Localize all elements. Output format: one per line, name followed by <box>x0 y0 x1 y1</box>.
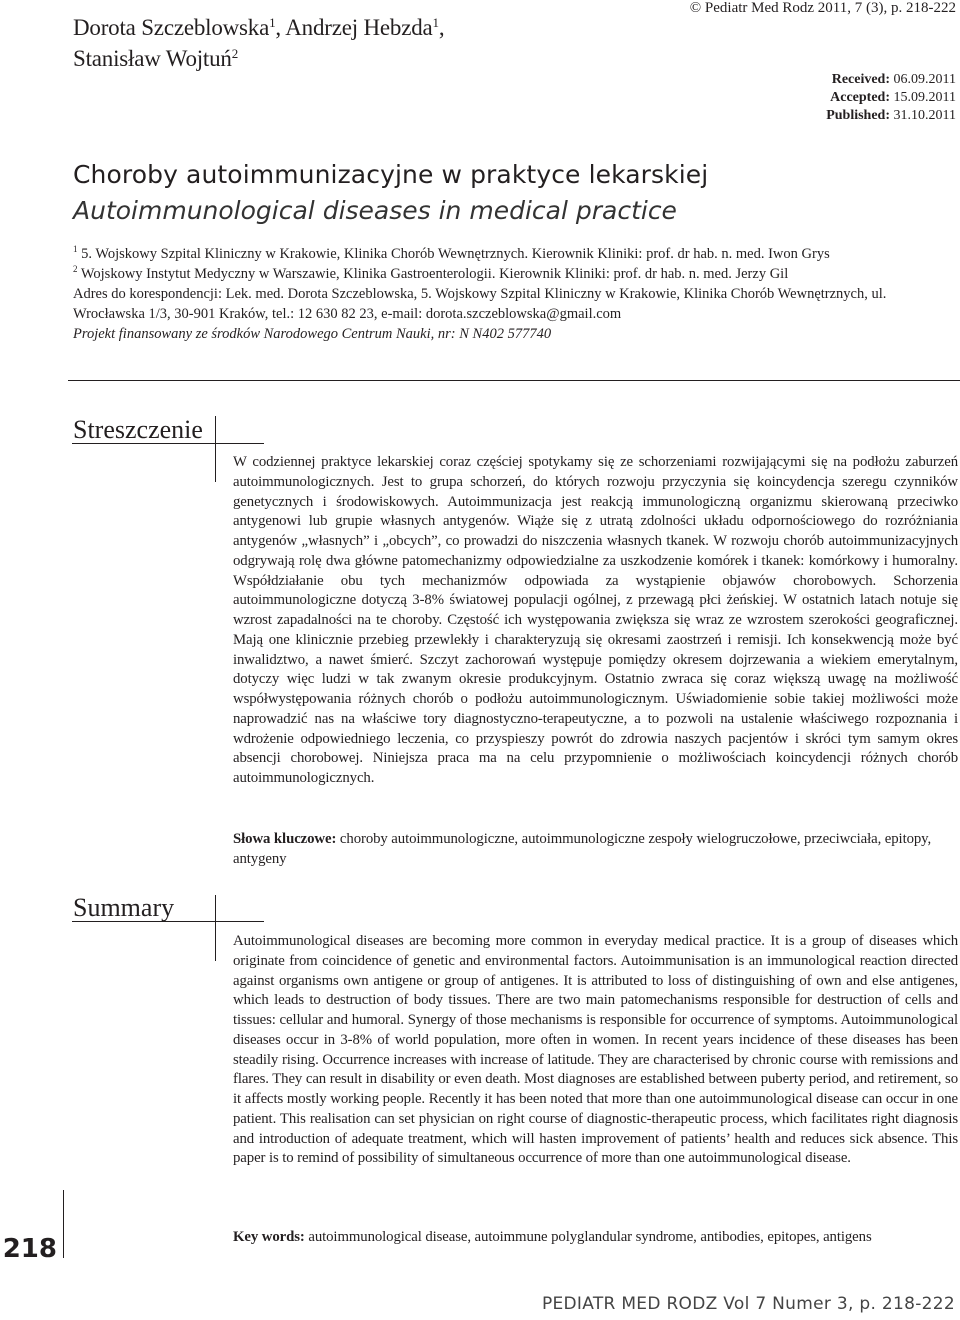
received-date: Received: 06.09.2011 <box>831 72 956 87</box>
summary-heading-rule <box>72 921 264 922</box>
author-name: Dorota Szczeblowska <box>73 15 270 40</box>
affiliation-marker: 1 <box>432 15 439 30</box>
page-number: 218 <box>2 1234 57 1264</box>
summary-side-rule <box>215 895 216 961</box>
authors-line-2 <box>73 43 593 74</box>
summary-text: Autoimmunological diseases are becoming more common in everyday medical practice. It is a group of diseases which originate from coincidence of genetic and environmental factors. Autoimmunisation is an immunological reaction directed against organisms own antigene or group of antigenes. It is attributed to loss of distinguishing of own and else antigenes, which leads to destruction of body tissues. There are two main patomechanisms responsible for destruction of cells and tissues: cellular and humoral. Synergy of those mechanisms is responsible for occurrence of symptoms. Autoimmunological diseases occur in 3-8% of world population, more often in women. In recent years incidence of these diseases has been steadily rising. Occurrence increases with increase of latitude. They are characterised by chronic course with remissions and flares. They can result in disability or even death. Most diagnoses are established between puberty period, and retirement, so it affects mostly working people. Recently it has been noted that more than one autoimmunological disease can occur in one patient. This realisation can set physician on right course of diagnostic-therapeutic process, which facilitates right diagnosis and introduction of adequate treatment, which will hasten improvement of patients’ health and reduces sick absence. This paper is to remind of possibility of simultaneous occurrence of more than one autoimmunological disease. <box>233 933 958 1167</box>
author-separator: , <box>438 15 445 40</box>
affiliation-2: $^2$ Wojskowy Instytut Medyczny w Warszawie, Klinika Gastroenterologii. Kierownik Kliniki: prof. dr hab. n. med. Jerzy Gil <box>73 264 789 282</box>
page-number-rule <box>63 1190 64 1258</box>
publication-dates <box>826 71 956 125</box>
affiliation-1: $^1$ 5. Wojskowy Szpital Kliniczny w Krakowie, Klinika Chorób Wewnętrznych. Kierownik Kliniki: prof. dr hab. n. med. Iwon Grys <box>73 244 830 262</box>
streszczenie-heading-rule <box>72 443 264 444</box>
authors-line-1 <box>73 12 593 43</box>
correspondence-address: Adres do korespondencji: Lek. med. Dorota Szczeblowska, 5. Wojskowy Szpital Kliniczny w Krakowie, Klinika Chorób Wewnętrznych, ul. Wrocławska 1/3, 30-901 Kraków, tel.: 12 630 82 23, e-mail: dorota.szczeblowska@gmail.com <box>73 286 887 322</box>
author-name: , Andrzej Hebzda <box>275 15 433 40</box>
running-footer: PEDIATR MED RODZ Vol 7 Numer 3, p. 218-222 <box>541 1294 955 1314</box>
title-polish: Choroby autoimmunizacyjne w praktyce lekarskiej <box>73 160 709 189</box>
summary-heading: Summary <box>73 893 175 922</box>
header-divider <box>68 380 960 381</box>
title-english: Autoimmunological diseases in medical practice <box>73 196 677 225</box>
published-date: Published: 31.10.2011 <box>826 108 956 123</box>
funding-note: Projekt finansowany ze środków Narodowego Centrum Nauki, nr: N N402 577740 <box>73 326 552 342</box>
author-name: Stanisław Wojtuń <box>73 46 232 71</box>
streszczenie-side-rule <box>215 416 216 482</box>
affiliation-marker: 1 <box>269 15 276 30</box>
affiliation-marker: 2 <box>231 46 239 61</box>
affiliations <box>73 244 958 344</box>
summary-keywords: Key words: autoimmunological disease, autoimmune polyglandular syndrome, antibodies, epitopes, antigens <box>233 1229 872 1245</box>
streszczenie-keywords: Słowa kluczowe: choroby autoimmunologiczne, autoimmunologiczne zespoły wielogruczołowe, przeciwciała, epitopy, antygeny <box>233 831 932 867</box>
streszczenie-text: W codziennej praktyce lekarskiej coraz częściej spotykamy się ze schorzeniami rozwijającymi się na podłożu zaburzeń autoimmunologicznych. Jest to grupa schorzeń, do których rozwoju przyczynia się koincydencja szeregu czynników genetycznych i środowiskowych. Autoimmunizacja jest reakcją immunologiczną organizmu skierowaną przeciwko antygenowi lub grupie własnych antygenów. Wiąże się z utratą zdolności układu odpornościowego do rozróżniania antygenów „własnych” i „obcych”, co prowadzi do niszczenia własnych tkanek. W rozwoju chorób autoimmunizacyjnych odgrywają rolę dwa główne patomechanizmy odpowiedzialne za uszkodzenie komórek i tkanek: komórkowy i humoralny. Współdziałanie obu tych mechanizmów odpowiada za wystąpienie objawów chorobowych. Schorzenia autoimmunologiczne dotyczą 3-8% światowej populacji ogólnej, z przewagą płci żeńskiej. W ostatnich latach notuje się wzrost zapadalności na te choroby. Częstość ich występowania zwiększa się wraz ze wzrostem szerokości geograficznej. Mają one klinicznie przebieg przewlekły i charakteryzują się okresami zaostrzeń i remisji. Ich konsekwencją może być inwalidztwo, a nawet śmierć. Szczyt zachorowań występuje pomiędzy okresem dojrzewania a wiekiem emerytalnym, dotyczy więc ludzi w tak zwanym okresie produkcyjnym. Ostatnio zwraca się coraz większą uwagę na możliwość współwystępowania różnych chorób o podłożu autoimmunologicznym. Uświadomienie sobie takiej możliwości może naprowadzić nas na właściwe tory diagnostyczno-terapeutyczne, a to pozwoli na ustalenie właściwego rozpoznania i wdrożenie odpowiedniego leczenia, co przyspieszy powrót do zdrowia naszych pacjentów i skróci tym samym okres absencji chorobowej. Niniejsza praca ma na celu przypomnienie o możliwościach koincydencji różnych chorób autoimmunologicznych. <box>233 454 958 786</box>
streszczenie-heading: Streszczenie <box>73 415 203 444</box>
authors <box>73 12 593 74</box>
accepted-date: Accepted: 15.09.2011 <box>830 90 956 105</box>
journal-citation: © Pediatr Med Rodz 2011, 7 (3), p. 218-222 <box>689 0 956 16</box>
